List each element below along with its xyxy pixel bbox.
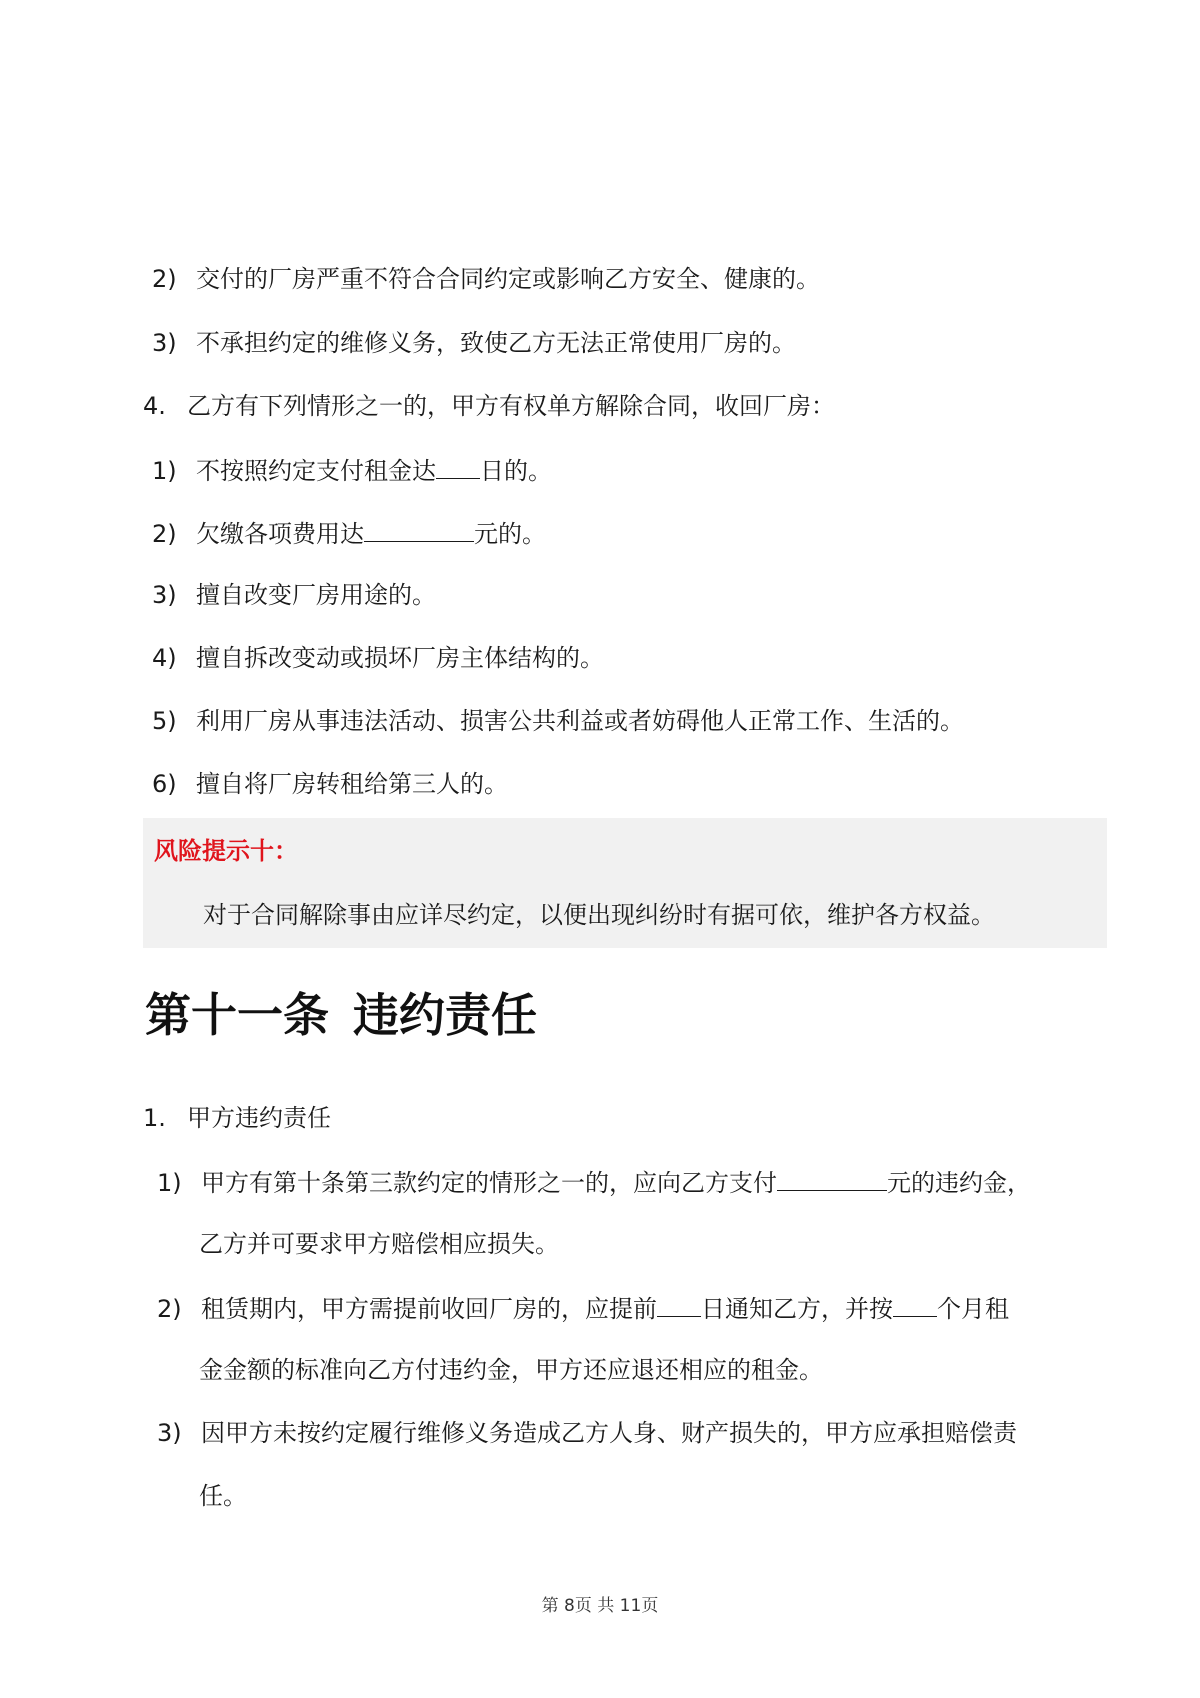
item-text: 不按照约定支付租金达 [196,457,436,485]
item-number: 1) [157,1169,182,1197]
list-item [152,704,964,738]
item-text: 甲方有第十条第三款约定的情形之一的，应向乙方支付 [201,1169,777,1197]
list-item [157,1290,1009,1326]
item-text: 擅自改变厂房用途的。 [196,581,436,609]
item-text: 元的。 [474,520,546,548]
item-text: 乙方并可要求甲方赔偿相应损失。 [199,1230,559,1258]
item-number: 4. [143,392,166,420]
article-title: 违约责任 [353,988,537,1042]
list-item-continuation [199,1227,559,1261]
list-item [157,1164,1031,1200]
blank-field [436,452,480,479]
item-number: 4) [152,644,177,672]
list-item [152,326,796,360]
item-number: 1) [152,457,177,485]
item-text: 元的违约金， [887,1169,1031,1197]
item-text: 擅自将厂房转租给第三人的。 [196,770,508,798]
item-text: 乙方有下列情形之一的，甲方有权单方解除合同，收回厂房： [187,392,835,420]
item-number: 3) [152,329,177,357]
list-item [152,641,604,675]
list-item [152,515,546,551]
blank-field [777,1164,887,1191]
item-text: 日通知乙方，并按 [701,1295,893,1323]
item-number: 3) [157,1419,182,1447]
item-text: 日的。 [480,457,552,485]
item-number: 2) [157,1295,182,1323]
item-text: 欠缴各项费用达 [196,520,364,548]
risk-notice-title: 风险提示十： [154,837,298,865]
item-text: 擅自拆改变动或损坏厂房主体结构的。 [196,644,604,672]
list-item [152,767,508,801]
item-text: 金金额的标准向乙方付违约金，甲方还应退还相应的租金。 [199,1356,823,1384]
item-text: 交付的厂房严重不符合合同约定或影响乙方安全、健康的。 [196,265,820,293]
item-number: 1. [143,1104,166,1132]
item-number: 2) [152,265,177,293]
item-number: 6) [152,770,177,798]
blank-field [364,515,474,542]
blank-field [657,1290,701,1317]
risk-notice-text: 对于合同解除事由应详尽约定，以便出现纠纷时有据可依，维护各方权益。 [203,901,995,929]
list-item-continuation [199,1479,247,1513]
item-text: 个月租 [937,1295,1009,1323]
item-number: 5) [152,707,177,735]
list-item [152,452,552,488]
page-footer: 第 8页 共 11页 [541,1596,659,1616]
item-text: 利用厂房从事违法活动、损害公共利益或者妨碍他人正常工作、生活的。 [196,707,964,735]
item-text: 任。 [199,1482,247,1510]
item-text: 甲方违约责任 [187,1104,331,1132]
section-item [143,1101,331,1135]
item-number: 3) [152,581,177,609]
risk-notice-box [143,818,1107,948]
item-number: 2) [152,520,177,548]
article-heading [145,985,537,1045]
item-text: 不承担约定的维修义务，致使乙方无法正常使用厂房的。 [196,329,796,357]
list-item [152,578,436,612]
item-text: 因甲方未按约定履行维修义务造成乙方人身、财产损失的，甲方应承担赔偿责 [201,1419,1017,1447]
item-text: 租赁期内，甲方需提前收回厂房的，应提前 [201,1295,657,1323]
article-number: 第十一条 [145,988,329,1042]
list-item-continuation [199,1353,823,1387]
blank-field [893,1290,937,1317]
list-item [143,389,835,423]
list-item [157,1416,1017,1450]
list-item [152,262,820,296]
